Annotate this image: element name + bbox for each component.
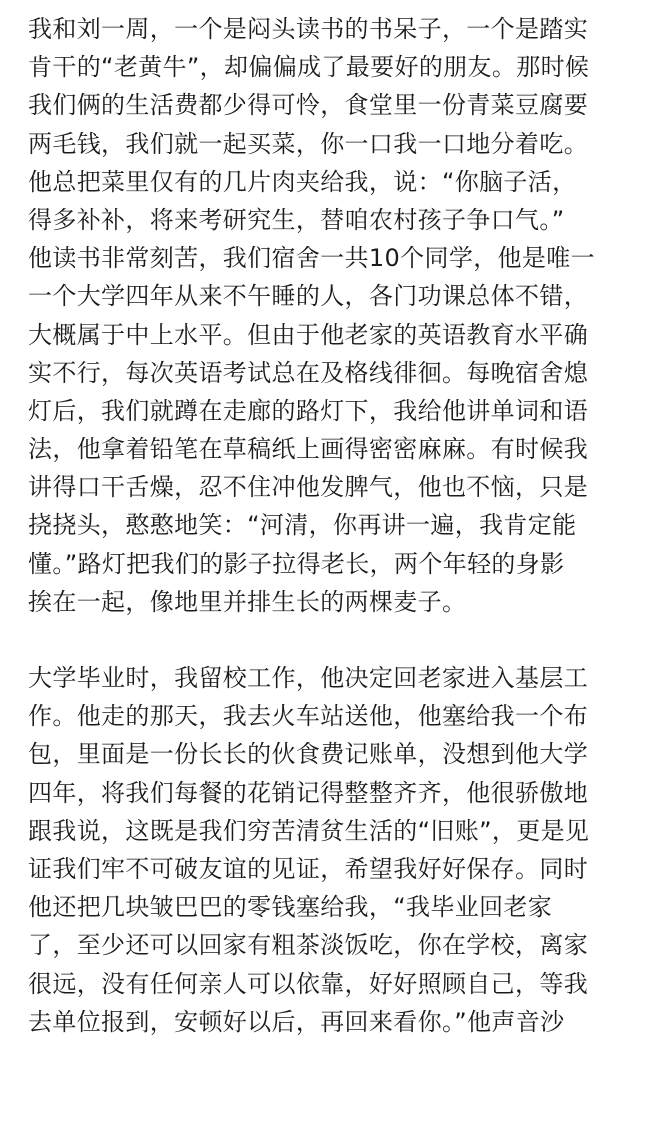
text-line: 我们俩的生活费都少得可怜，食堂里一份青菜豆腐要 — [28, 91, 589, 120]
text-line: 他读书非常刻苦，我们宿舍一共10个同学，他是唯一 — [28, 244, 595, 273]
text-line: 肯干的“老黄牛”，却偏偏成了最要好的朋友。那时候 — [28, 53, 590, 82]
text-line: 大概属于中上水平。但由于他老家的英语教育水平确 — [28, 320, 589, 349]
text-line: 灯后，我们就蹲在走廊的路灯下，我给他讲单词和语 — [28, 396, 589, 425]
text-line: 他还把几块皱巴巴的零钱塞给我，“我毕业回老家 — [28, 893, 553, 922]
text-line: 挠挠头，憨憨地笑：“河清，你再讲一遍，我肯定能 — [28, 511, 577, 540]
text-line: 挨在一起，像地里并排生长的两棵麦子。 — [28, 587, 467, 616]
text-line: 讲得口干舌燥，忍不住冲他发脾气，他也不恼，只是 — [28, 473, 589, 502]
paragraph-gap — [28, 621, 646, 659]
text-line: 他总把菜里仅有的几片肉夹给我，说：“你脑子活， — [28, 167, 577, 196]
paragraph-1 — [28, 10, 646, 621]
text-line: 很远，没有任何亲人可以依靠，好好照顾自己，等我 — [28, 969, 589, 998]
text-line: 实不行，每次英语考试总在及格线徘徊。每晚宿舍熄 — [28, 358, 589, 387]
text-line: 懂。”路灯把我们的影子拉得老长，两个年轻的身影 — [28, 549, 565, 578]
text-line: 四年，将我们每餐的花销记得整整齐齐，他很骄傲地 — [28, 778, 589, 807]
text-line: 包，里面是一份长长的伙食费记账单，没想到他大学 — [28, 740, 589, 769]
text-line: 我和刘一周，一个是闷头读书的书呆子，一个是踏实 — [28, 15, 589, 43]
text-line: 得多补补，将来考研究生，替咱农村孩子争口气。” — [28, 205, 565, 234]
text-line: 证我们牢不可破友谊的见证，希望我好好保存。同时 — [28, 854, 589, 883]
text-line: 了，至少还可以回家有粗茶淡饭吃，你在学校，离家 — [28, 931, 589, 960]
text-line: 大学毕业时，我留校工作，他决定回老家进入基层工 — [28, 664, 589, 692]
text-line: 两毛钱，我们就一起买菜，你一口我一口地分着吃。 — [28, 129, 589, 158]
text-line: 一个大学四年从来不午睡的人，各门功课总体不错， — [28, 282, 589, 311]
paragraph-2 — [28, 659, 646, 1041]
text-line: 去单位报到，安顿好以后，再回来看你。”他声音沙 — [28, 1007, 565, 1036]
text-line: 跟我说，这既是我们穷苦清贫生活的“旧账”，更是见 — [28, 816, 590, 845]
text-line: 作。他走的那天，我去火车站送他，他塞给我一个布 — [28, 702, 589, 731]
text-line: 法，他拿着铅笔在草稿纸上画得密密麻麻。有时候我 — [28, 435, 589, 464]
